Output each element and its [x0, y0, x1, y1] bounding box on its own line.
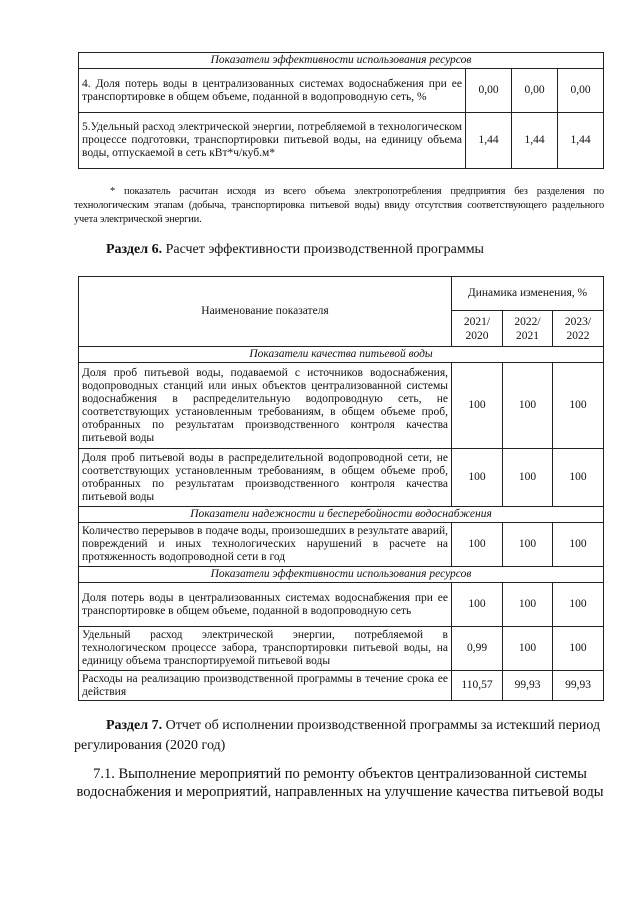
row-value: 99,93: [503, 671, 553, 701]
row-value: 100: [553, 363, 604, 449]
section-title: Показатели качества питьевой воды: [79, 347, 604, 363]
header-dynamics: Динамика изменения, %: [452, 277, 604, 311]
row-value: 0,00: [466, 69, 512, 113]
row-value: 100: [452, 523, 503, 567]
efficiency-table-top: [78, 52, 604, 169]
row-name: Количество перерывов в подаче воды, произошедших в результате аварий, повреждений и иных технологических нарушений в расчете на протяженность водопроводной сети в год: [79, 523, 452, 567]
row-value: 0,99: [452, 627, 503, 671]
section-title: Показатели надежности и бесперебойности водоснабжения: [79, 507, 604, 523]
row-name: 5.Удельный расход электрической энергии, потребляемой в технологическом процессе подготовки, транспортировки питьевой воды, на единицу объема воды, отпускаемой в сеть кВт*ч/куб.м*: [79, 113, 466, 169]
row-value: 100: [452, 363, 503, 449]
row-value: 1,44: [512, 113, 558, 169]
row-value: 1,44: [466, 113, 512, 169]
row-value: 110,57: [452, 671, 503, 701]
row-name: 4. Доля потерь воды в централизованных системах водоснабжения при ее транспортировке в общем объеме, поданной в водопроводную сеть, %: [79, 69, 466, 113]
section7-label: Раздел 7.: [106, 718, 163, 733]
section7-title: Отчет об исполнении производственной программы за истекший период регулирования (2020 год): [74, 718, 601, 753]
row-value: 100: [553, 627, 604, 671]
row-name: Доля проб питьевой воды, подаваемой с источников водоснабжения, водопроводных станций или иных объектов централизованной системы водоснабжения в распределительную водопроводную сеть, не соответствующих установленным требованиям, в общем объеме проб, отобранных по результатам производственного контроля качества питьевой воды: [79, 363, 452, 449]
row-value: 0,00: [558, 69, 604, 113]
section-title: Показатели эффективности использования ресурсов: [79, 567, 604, 583]
row-value: 99,93: [553, 671, 604, 701]
row-name: Удельный расход электрической энергии, потребляемой в технологическом процессе забора, транспортировки питьевой воды, на единицу объема транспортируемой питьевой воды: [79, 627, 452, 671]
row-value: 0,00: [512, 69, 558, 113]
footnote: * показатель расчитан исходя из всего объема электропотребления предприятия без разделения по технологическим этапам (добыча, транспортировка питьевой воды) ввиду отсутствия соответствующего раздельного учета электрической энергии.: [74, 186, 604, 225]
row-value: 100: [452, 583, 503, 627]
efficiency-table: [78, 276, 604, 701]
year-header: 2021/ 2020: [452, 311, 503, 347]
row-value: 100: [553, 583, 604, 627]
row-value: 100: [503, 523, 553, 567]
section-title: Показатели эффективности использования ресурсов: [79, 53, 604, 69]
item-7-1: 7.1. Выполнение мероприятий по ремонту объектов централизованной системы водоснабжения и мероприятий, направленных на улучшение качества питьевой воды: [76, 766, 604, 800]
year-header: 2023/ 2022: [553, 311, 604, 347]
row-value: 1,44: [558, 113, 604, 169]
row-name: Доля проб питьевой воды в распределительной водопроводной сети, не соответствующих установленным требованиям, в общем объеме проб, отобранных по результатам производственного контроля качества питьевой воды: [79, 449, 452, 507]
row-value: 100: [553, 523, 604, 567]
header-name: Наименование показателя: [79, 277, 452, 347]
row-value: 100: [553, 449, 604, 507]
section6-heading: [106, 242, 484, 258]
row-name: Расходы на реализацию производственной программы в течение срока ее действия: [79, 671, 452, 701]
row-value: 100: [503, 627, 553, 671]
row-value: 100: [503, 363, 553, 449]
row-value: 100: [503, 449, 553, 507]
section7-heading: [74, 716, 606, 756]
row-value: 100: [452, 449, 503, 507]
row-name: Доля потерь воды в централизованных системах водоснабжения при ее транспортировке в общем объеме, поданной в водопроводную сеть: [79, 583, 452, 627]
section6-label: Раздел 6.: [106, 242, 163, 257]
year-header: 2022/ 2021: [503, 311, 553, 347]
section6-title: Расчет эффективности производственной программы: [165, 242, 484, 257]
row-value: 100: [503, 583, 553, 627]
